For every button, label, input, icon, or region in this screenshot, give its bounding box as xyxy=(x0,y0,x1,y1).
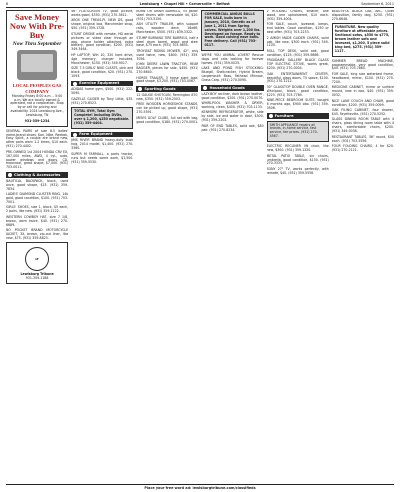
listing: 46" FLATSCREEN TV, good picture, works good, $350. (931) 270-3612. xyxy=(71,10,134,17)
chair-icon xyxy=(269,114,273,118)
column-3 xyxy=(136,10,198,482)
listing: FREE WOODEN HORSESHOE STANDS, can be picked up, good shape, (931) 270-5591. xyxy=(136,102,199,115)
listing: FOR SALE, king size waterbed frame, headboard, mirror, $100. (931) 270-7200. xyxy=(331,71,394,84)
boxed-listing: SMITH APPLIANCE repairs all brands, in-home service, fast service, fair prices. (931) 270-4567. xyxy=(267,121,329,143)
listing: LAKE AND POND FISH STOCKING: Bluegill, Shellcracker, Hybrid Bream, Largemouth Bass, Fathead Minnow, Grass Carp. (931) 270-0090. xyxy=(201,66,264,83)
listing: MEDICINE CABINET, mirror or surface mount, new in box, $40. (931) 359-0032. xyxy=(331,85,394,98)
listing: JOHN DEERE LAWN TRACTOR, REAR BAGGER, pieces for sale, $450. (931) 270-6640. xyxy=(136,62,199,75)
listing: JIMS RIVER BRAND heavy-duty bush hog, 2014 model, $1,400. (931) 270-3360. xyxy=(71,138,134,151)
listing: WHIRLPOOL WASHER & DRYER, working, clean, $400. (931) 703-1133. xyxy=(201,101,264,109)
listing: STUNT DRONE with remote, HD aerial pictures or video clear through an app, phone holder attached, extra battery, good condition, $200. (931) 349-3464. xyxy=(71,31,134,52)
listing: TROY-BILT RIDING MOWER, 42", only used twice, new, $800. (931) 359-7056. xyxy=(136,48,199,61)
listing: METAL PATIO TABLE, six chairs, umbrella, good condition, $150. (931) 270-3333. xyxy=(266,153,329,166)
page-header xyxy=(6,2,394,8)
listing: SUMMER BREAD MACHINE, programmable, very good condition, $40. (931) 703-7865. xyxy=(331,58,394,71)
section-exercise: Exercise Equipment xyxy=(71,81,133,87)
section-household: Household Goods xyxy=(201,85,263,91)
tribune-name: Lewisburg Tribune xyxy=(20,272,54,277)
page-number: 8 xyxy=(6,2,9,7)
column-1 xyxy=(6,10,68,482)
listing: WESTERN COWBOY HAT, size 7 1/8, brown, worn twice, $40. (931) 270-6689. xyxy=(6,214,69,227)
truck-image xyxy=(17,50,57,80)
listing: BEAUTIFUL BLACK LAB, AKC, Quiet disposition, family dog, $250. (931) 270-6646. xyxy=(331,10,394,21)
listing: 12 GAUGE SHOTGUN, Remington 870, new, $350. (931) 359-2003. xyxy=(136,92,199,101)
listing: FOR SALE, couch, loveseat, lamps, end tables. Good condition, $250 or best offer. (931) 703-2233. xyxy=(266,22,329,35)
column-2 xyxy=(71,10,133,482)
listing: KENMORE REFRIGERATOR, white, side by side, ice and water in door, $300. (931) 359-2202. xyxy=(201,110,264,123)
listing: OAK ENTERTAINMENT CENTER, beautiful, glass doors, TV space, $100. (931) 270-1212. xyxy=(266,71,329,84)
listing: NICE LANE COUCH AND CHAIR, good condition, $200. (931) 359-0099. xyxy=(331,98,394,107)
listing: NINE-PIECE BEDROOM SUITE, bought 6 months ago, $900 obo. (931) 359-0506. xyxy=(266,98,329,111)
tribune-ad xyxy=(6,242,68,284)
footer-text: Place your free word ad: lewisburgtribune.com/classifieds xyxy=(144,485,256,490)
dumbbell-icon xyxy=(73,82,77,86)
listing: ELECTRIC RECLINER lift chair, like new, $300. (931) 359-1220. xyxy=(266,144,329,153)
listing: SIZE 7.5 GIRLS' NIKE CLEATS, pink and black, good condition, $20. (931) 270-1093. xyxy=(71,66,134,78)
page-title: Lewisburg • Chapel Hill • Cornersville • Belfast xyxy=(139,2,230,7)
page-date: September 6, 2011 xyxy=(361,2,394,7)
section-farm: Farm Equipment xyxy=(71,132,133,138)
ad-subhead: Now Thru September xyxy=(12,40,62,47)
listing: HORSE TRAILER, 3 horse slant load, good shape, $3,200. (931) 703-0067. xyxy=(136,75,199,84)
listing: XBOX ONE TREAS-PI, NEW DS, good shape, original box, Manchester shop, $50. (931) 359-1728. xyxy=(71,18,134,31)
tribune-phone: 931-359-1188 xyxy=(25,276,49,281)
ad-company: LOCAL PEOPLES GAS COMPANY xyxy=(12,83,62,95)
listing: FRIGIDAIRE GALLERY BLACK GLASS TOP ELECTRIC STOVE, works great, $200. (931) 270-0004. xyxy=(266,58,329,71)
listing: ADIDAS home gym, $500. (931) 222-5090. xyxy=(71,87,134,96)
listing: SONY 27" TV, works perfectly, with remote, $40. (931) 359-5556. xyxy=(266,166,329,175)
boxed-listing: COMMERCIAL ANGUS BULLS FOR SALE, bulls born in January, 2010, Genetic as of June 1, 2011 from Spring calves. Weights over 1,200 lbs. Developed on forage. Ready to work. Good calving ease bulls. Free delivery. Call (931) 703-0117. xyxy=(201,10,263,51)
listing: GIRLS' SHOES, size 1, black, $5 each, 2 pairs, like new. (931) 359-1122. xyxy=(6,205,69,214)
column-4 xyxy=(201,10,263,482)
listing: NAUTICAL BACKPACK, black, used once, good shape, $15. (931) 359-7834. xyxy=(6,178,69,191)
listing: LAZY-BOY recliner, dark brown leather, good condition, $200. (931) 270-0070. xyxy=(201,91,264,100)
classifieds-columns xyxy=(6,10,394,482)
column-6 xyxy=(332,10,394,482)
listing: PAIR OF END TABLES, solid oak, $80 pair. (931) 270-8234. xyxy=(201,123,264,132)
listing: GAZELLE GLIDER by Tony Little, $35. (931) 270-6523. xyxy=(71,96,134,105)
listing: SUPER M FARMALL, a parts tractor, runs but needs some work, $1,500. (931) 359-5530. xyxy=(71,151,134,164)
listing: LADIES' DIAMOND CLUSTER RING, 14k gold, good condition, $100. (931) 703-7001. xyxy=(6,192,69,204)
ball-icon xyxy=(138,87,142,91)
listing: STUMP BURNING TIRE BARRELS, half a steel drum barrel, wood and steel base, $75 each. (931) 703-9855. xyxy=(136,35,199,48)
section-sporting: Sporting Goods xyxy=(136,86,198,92)
listing: 30" GLASSTOP DOUBLE OVEN RANGE, Whirlpool, black, good condition, $225. (931) 703-7789. xyxy=(266,84,329,97)
listing: SEVERAL PAIRS of size 8.5 ladies' name-brand shoes, Kori, Nike, Reebok, Easy Spirit, a couple are brand new, other pairs worn 1-2 times, $10 each. (931) 270-4402. xyxy=(6,128,69,149)
tribune-seal-icon: LT xyxy=(25,247,49,271)
ad-headline: Save Money Now With Pre-Buy xyxy=(9,12,65,40)
listing: PRE-OWNED 1st 2004 HONDA CRV EX, 167,000 miles, AWD, 4 cyl., auto, power windows and doors, CD, moonroof, great shape, $7,000. (931) 703-0011. xyxy=(6,149,69,170)
tractor-icon xyxy=(73,133,77,137)
listing: WE'RE YOU ANIMAL LOVER? Rescue dogs and cats looking for forever homes. (931) 359-0025. xyxy=(201,53,264,65)
ad-phone: 931-359-1234 xyxy=(24,118,50,123)
section-furniture: Furniture xyxy=(267,113,329,119)
listing: NO POCKET BRAND MOTORCYCLE JACKET, 3X, brown, zip-out liner, like new, $75. (931) 359-8823. xyxy=(6,228,69,240)
boxed-listing: TOTAL GYM, Total Gym Complete! including DVDs, over $ 1,200, $250 negotiable. (931) 359-4404. xyxy=(71,107,133,129)
listing: BURN OR GRAIN BARRELS, 55 gallon steel drums with removable lid, $20. (931) 703-3150. xyxy=(136,10,199,21)
house-icon xyxy=(203,86,207,90)
listing: MEN'S GOLF CLUBS, full set with bag, good condition, $180. (931) 270-0001. xyxy=(136,115,199,124)
listing: HP LAPTOP, Win 10, 320 hard drive, 4gb memory, charger included, Manchester, $150. (931) 349-9017. xyxy=(71,52,134,65)
listing: RESTAURANT TABLES, 36" round, $50 each. (931) 703-5556. xyxy=(331,134,394,143)
listing: ROLL TOP DESK, solid oak, good condition, $125. (931) 359-9866. xyxy=(266,48,329,57)
page-footer xyxy=(6,484,394,491)
listing: OAK FILING CABINET, four drawer, $45. Fayetteville. (931) 270-5252. xyxy=(331,108,394,116)
section-clothing: Clothing & Accessories xyxy=(6,172,68,178)
column-5 xyxy=(267,10,329,482)
listing: 2 AMISH MADE GLIDER CHAIRS, solid oak, like new, $300 each. (931) 349-1100. xyxy=(266,35,329,48)
listing: 2 ROCKING CHAIRS, smaller, one wood, one upholstered, $10 each. (931) 359-4004. xyxy=(266,10,329,21)
listing: ASH UTILITY TRAILER, with support rails, wooden deck, 16x6ft, Manchester, $500. (931) 839-3322. xyxy=(136,22,199,35)
save-money-ad xyxy=(6,10,68,127)
hanger-icon xyxy=(8,173,12,177)
listing: GLASS DINING ROOM TABLE with 4 chairs, glass dining room table with 4 chairs, comfortable chairs, $200. (931) 349-0038. xyxy=(331,117,394,134)
ad-body: Monday-Friday 8:00 a.m. – 5:00 p.m. We are locally owned & operated, not a corporation. Stop by or call for pricing and availability. 1024 Lewisburg Ave., Lewisburg, TN xyxy=(10,93,64,118)
boxed-listing: FURNITURE. New quality furniture at affordable prices. Sectional sofas, $550 to $775, brown leather sofa and loveseat, $1,200, 5 piece solid king bed, $275. (931) 359-1117. xyxy=(332,23,394,56)
listing: FOUR FOLDING CHAIRS, 4 for $20. (931) 270-2121. xyxy=(331,144,394,152)
